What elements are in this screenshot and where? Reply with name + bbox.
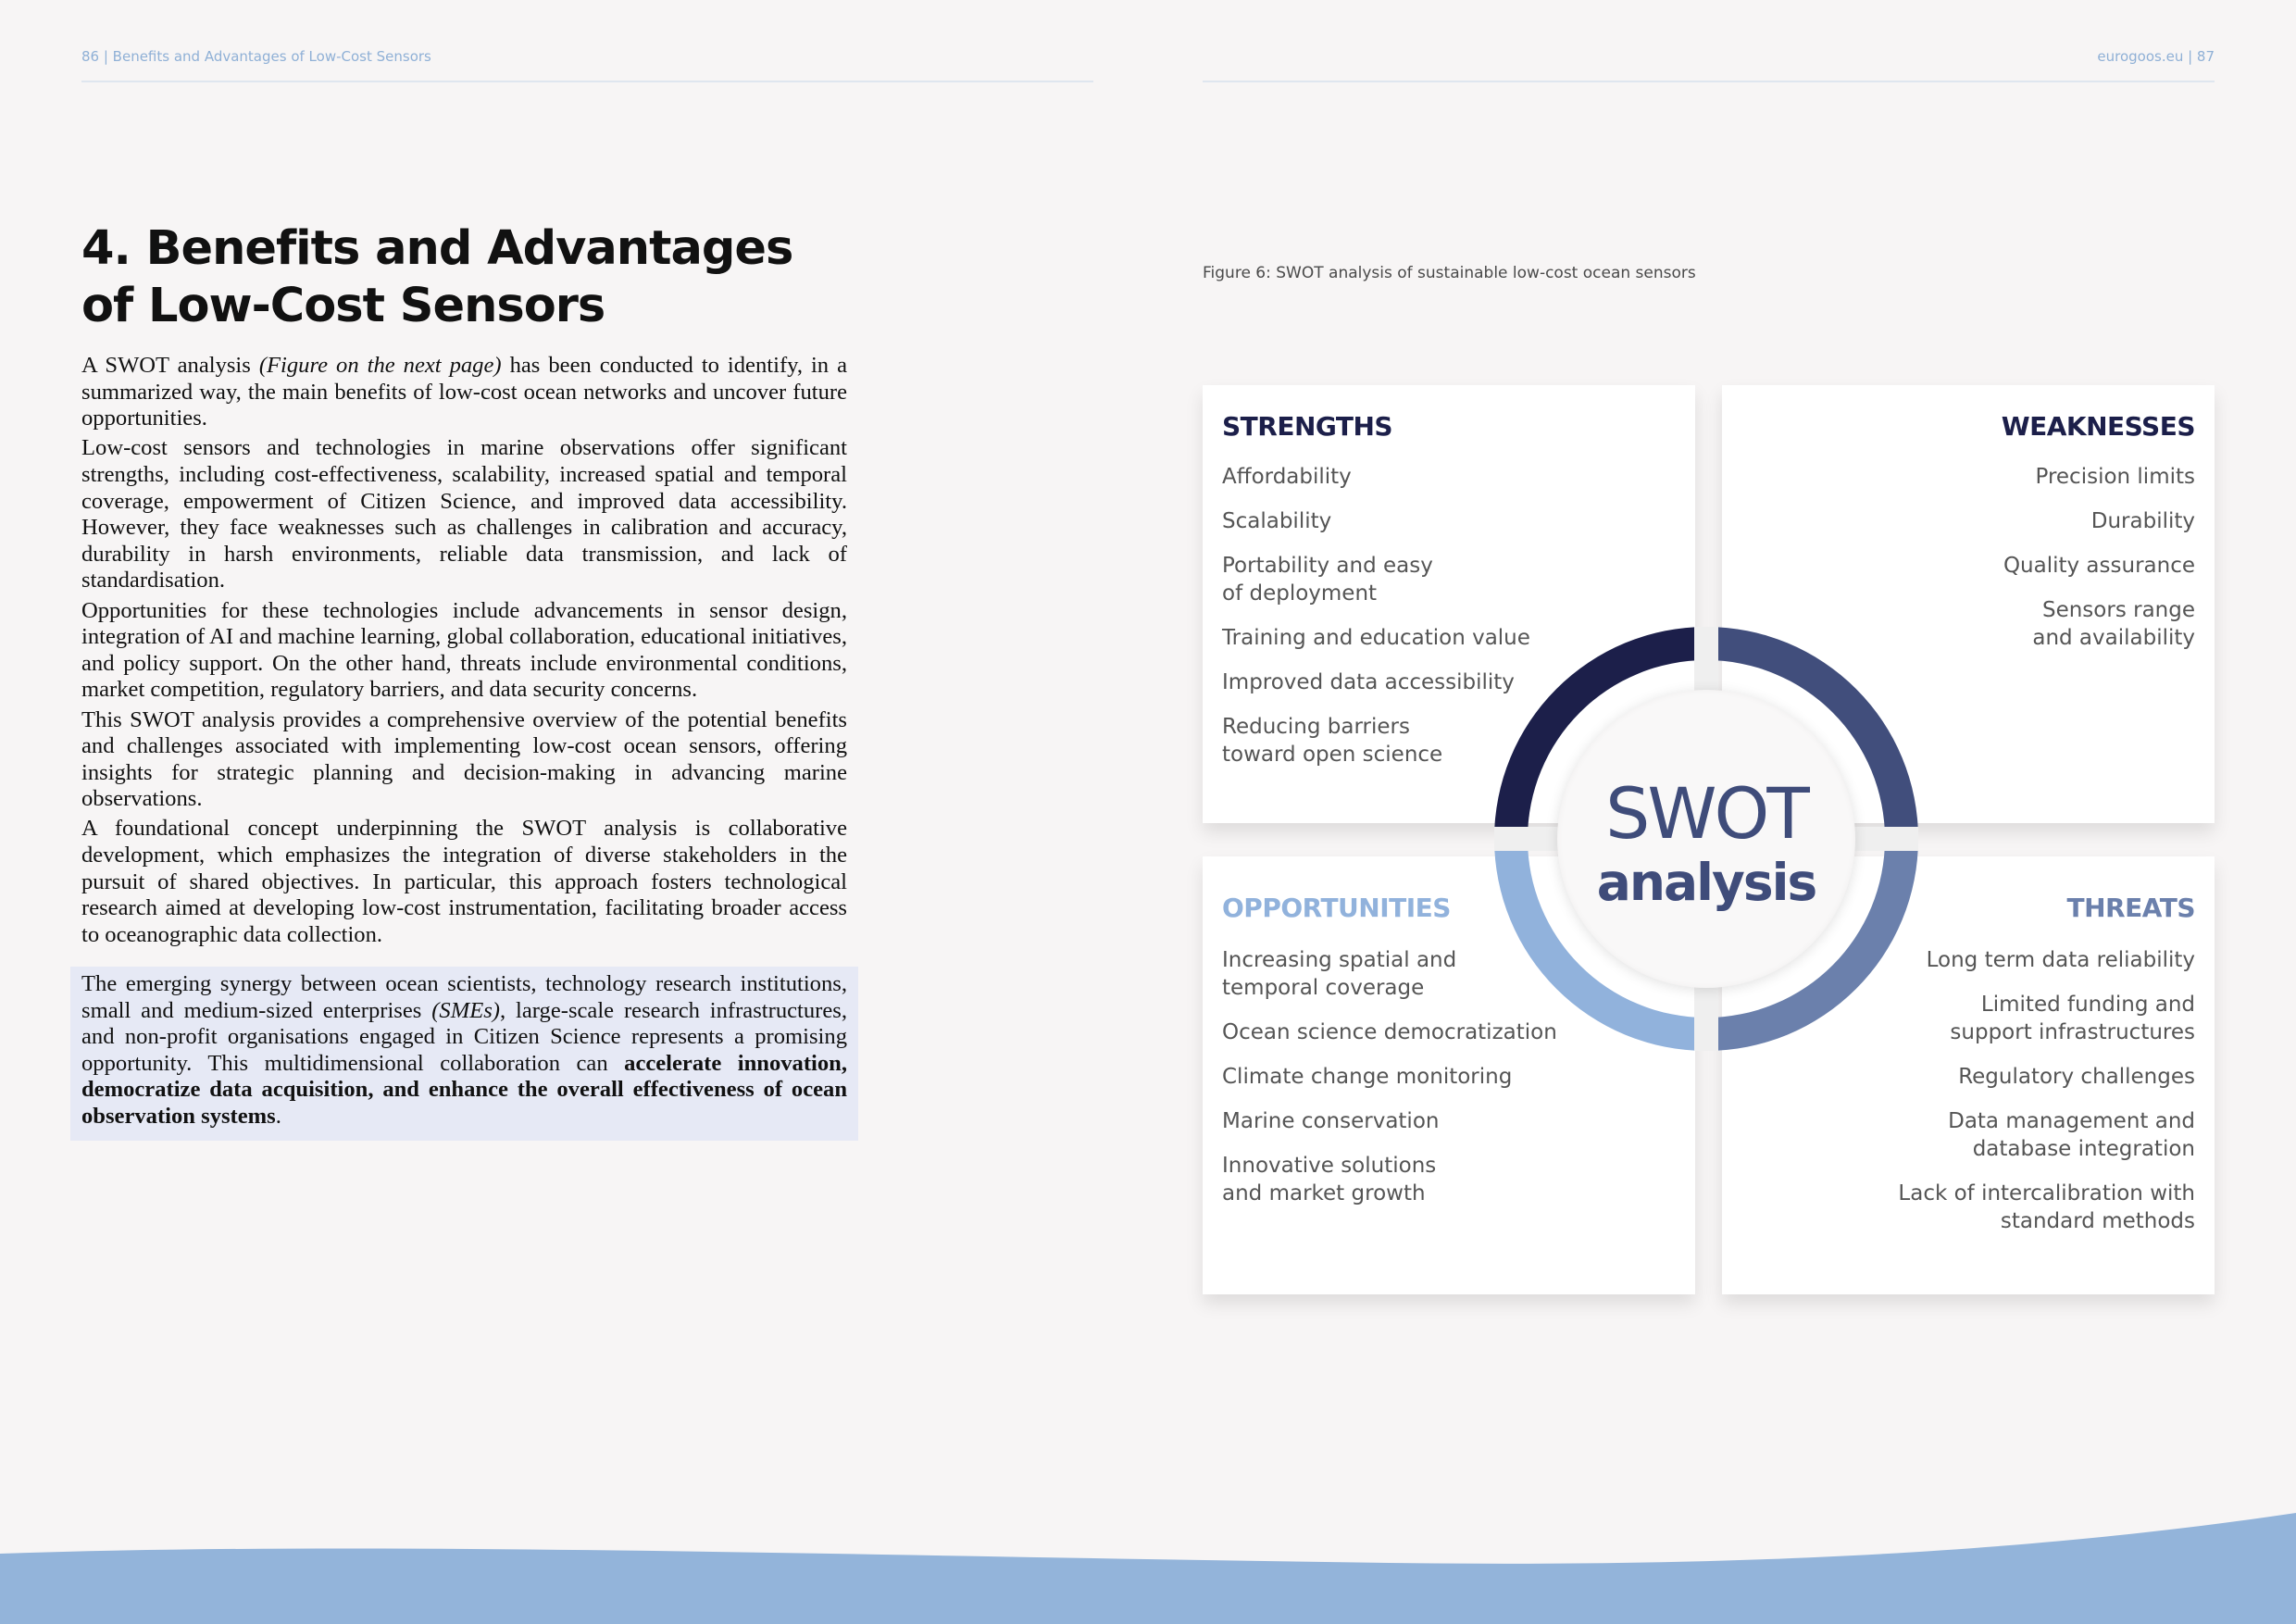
highlight-box <box>70 967 858 1141</box>
threats-list <box>1898 946 2195 1252</box>
p1-text-start: A SWOT analysis <box>81 353 259 378</box>
section-title-line1: 4. Benefits and Advantages <box>81 221 793 276</box>
p1-text-end: has been conducted to identify, in a summarized way, the main benefits of low-cost ocean networks and uncover future opportunities. <box>81 353 847 431</box>
list-item: Sensors range and availability <box>2032 598 2195 650</box>
list-item: Training and education value <box>1222 626 1530 650</box>
strengths-title: STRENGTHS <box>1222 411 1393 442</box>
paragraph-1 <box>81 353 847 432</box>
section-title-line2: of Low-Cost Sensors <box>81 279 605 333</box>
footer-wave <box>0 1500 2296 1624</box>
highlight-bold: accelerate innovation, democratize data acquisition, and enhance the overall effectiveness of ocean observation systems <box>81 1050 847 1129</box>
list-item: Regulatory challenges <box>1958 1065 2195 1089</box>
list-item: Quality assurance <box>2003 554 2195 578</box>
p1-figure-reference: (Figure on the next page) <box>258 353 502 378</box>
swot-center-circle <box>1557 690 1855 988</box>
body-text <box>81 353 847 952</box>
swot-center-title: SWOT <box>1605 772 1807 855</box>
highlight-italic: (SMEs) <box>431 997 500 1023</box>
header-rule-left <box>81 81 1093 82</box>
highlight-text-end: . <box>275 1103 281 1129</box>
list-item: Lack of intercalibration with standard methods <box>1898 1181 2195 1233</box>
footer-wave-shape <box>0 1513 2296 1624</box>
highlight-paragraph <box>81 971 847 1131</box>
list-item: Data management and database integration <box>1948 1109 2195 1161</box>
header-rule-right <box>1203 81 2215 82</box>
list-item: Climate change monitoring <box>1222 1065 1513 1089</box>
strengths-list <box>1222 463 1530 785</box>
list-item: Portability and easy of deployment <box>1222 554 1433 606</box>
list-item: Marine conservation <box>1222 1109 1440 1133</box>
list-item: Ocean science democratization <box>1222 1020 1557 1044</box>
weaknesses-title: WEAKNESSES <box>2001 411 2195 442</box>
list-item: Limited funding and support infrastructures <box>1950 993 2195 1044</box>
list-item: Reducing barriers toward open science <box>1222 715 1443 767</box>
paragraph-5: A foundational concept underpinning the SWOT analysis is collaborative development, which emphasizes the integration of diverse stakeholders in the pursuit of shared objectives. In particular, this approach fosters technological research aimed at developing low-cost instrumentation, facilitating broader access to oceanographic data collection. <box>81 816 847 947</box>
highlight-text-middle: , large-scale research infrastructures, and non-profit organisations engaged in Citizen Science represents a promising opportunity. This multidimensional collaboration can <box>81 997 847 1076</box>
opportunities-title: OPPORTUNITIES <box>1222 893 1451 923</box>
list-item: Innovative solutions and market growth <box>1222 1154 1437 1206</box>
weaknesses-list <box>2003 463 2195 668</box>
paragraph-3: Opportunities for these technologies include advancements in sensor design, integration of AI and machine learning, global collaboration, educational initiatives, and policy support. On the other hand, threats include environmental conditions, market competition, regulatory barriers, and data security concerns. <box>81 597 847 703</box>
threats-title: THREATS <box>2066 893 2195 923</box>
list-item: Increasing spatial and temporal coverage <box>1222 948 1457 1000</box>
section-title <box>81 220 915 335</box>
paragraph-4: This SWOT analysis provides a comprehensive overview of the potential benefits and challenges associated with implementing low-cost ocean sensors, offering insights for strategic planning and decision-making in advancing marine observations. <box>81 706 847 812</box>
figure-caption: Figure 6: SWOT analysis of sustainable low-cost ocean sensors <box>1203 264 1696 282</box>
list-item: Precision limits <box>2035 465 2195 489</box>
list-item: Scalability <box>1222 509 1332 533</box>
list-item: Improved data accessibility <box>1222 670 1515 694</box>
highlight-text-start: The emerging synergy between ocean scientists, technology research institutions, small and medium-sized enterprises <box>81 971 847 1023</box>
running-head-left: 86 | Benefits and Advantages of Low-Cost Sensors <box>81 48 431 65</box>
swot-center-subtitle: analysis <box>1596 853 1816 912</box>
list-item: Affordability <box>1222 465 1352 489</box>
running-head-right: eurogoos.eu | 87 <box>2097 48 2215 65</box>
list-item: Long term data reliability <box>1926 948 2195 972</box>
paragraph-2: Low-cost sensors and technologies in marine observations offer significant strengths, including cost-effectiveness, scalability, increased spatial and temporal coverage, empowerment of Citizen Science, and improved data accessibility. However, they face weaknesses such as challenges in calibration and accuracy, durability in harsh environments, reliable data transmission, and lack of standardisation. <box>81 435 847 593</box>
list-item: Durability <box>2090 509 2195 533</box>
